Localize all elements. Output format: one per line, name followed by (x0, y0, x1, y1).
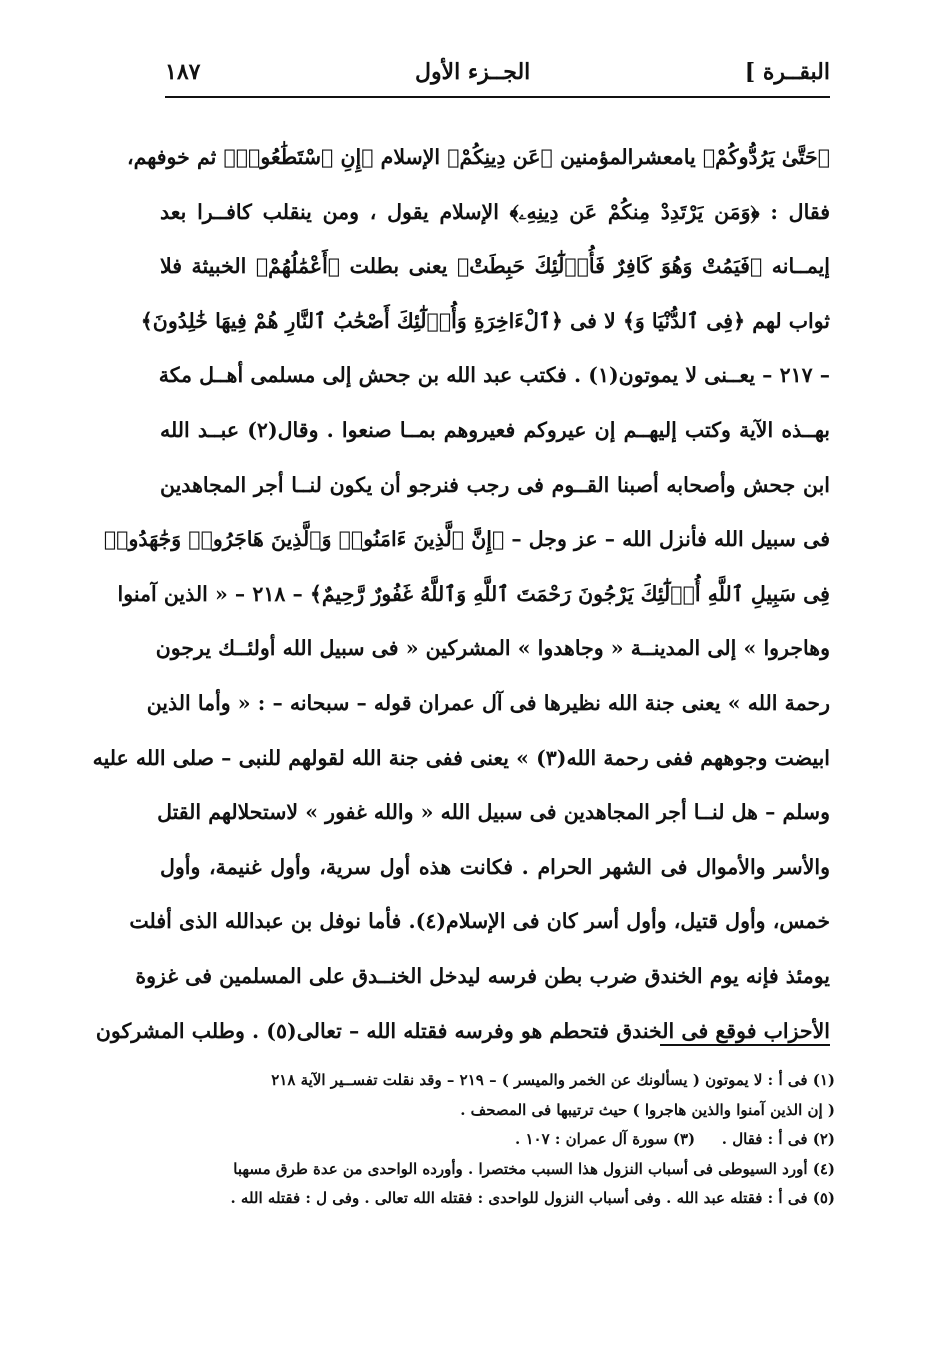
text-line: ثواب لهم ﴿فِى ٱلدُّنْيَا وَ﴾ لا فى ﴿ٱلْءَاخِرَةِ وَأُو۟لَٰٓئِكَ أَصْحَٰبُ ٱلنَّارِ هُمْ فِيهَا خَٰلِدُونَ﴾ (140, 308, 830, 333)
text-line: ﴿حَتَّىٰ يَرُدُّوكُمْ﴾ يامعشرالمؤمنين ﴿عَن دِينِكُمْ﴾ الإسلام ﴿إِنِ ٱسْتَطَٰعُوا۟﴾ ثم خوفهم، (127, 145, 830, 169)
text-line: – ٢١٧ – يعــنى لا يموتون(١) . فكتب عبد الله بن جحش إلى مسلمى أهــل مكة (158, 363, 830, 388)
text-line: إيمــانه ﴿فَيَمُتْ وَهُوَ كَافِرٌ فَأُو۟لَٰٓئِكَ حَبِطَتْ﴾ يعنى بطلت ﴿أَعْمَٰلُهُمْ﴾ الخبيثة فلا (160, 254, 830, 279)
text-line: الأحزاب فوقع فى الخندق فتحطم هو وفرسه فقتله الله – تعالى(٥) . وطلب المشركون (95, 1018, 830, 1043)
footnote-1-line-1: (١) فى أ : لا يموتون ( يسألونك عن الخمر والميسر ) – ٢١٩ – وقد نقلت تفســير الآية ٢١٨ (271, 1071, 835, 1089)
header-divider (165, 96, 830, 98)
text-line: ابن جحش وأصحابه أصبنا القــوم فى رجب فنرجو أن يكون لنــا أجر المجاهدين (160, 472, 830, 497)
footnotes (175, 1066, 835, 1214)
footnote-row-2-3 (175, 1125, 835, 1155)
footnote-5: (٥) فى أ : فقتله عبد الله . وفى أسباب النزول للواحدى : فقتله الله تعالى . وفى ل : فقتله الله . (230, 1189, 835, 1207)
footnote-divider (660, 1044, 830, 1046)
text-line: وسلم – هل لنــا أجر المجاهدين فى سبيل الله « والله غفور » لاستحلالهم القتل (157, 800, 830, 825)
page-number: ١٨٧ (165, 59, 201, 85)
text-line: فقال : ﴿وَمَن يَرْتَدِدْ مِنكُمْ عَن دِينِهِۦ﴾ الإسلام يقول ، ومن ينقلب كافــرا بعد (160, 199, 830, 224)
text-line: فى سبيل الله فأنزل الله – عز وجل – ﴿إِنَّ ٱلَّذِينَ ءَامَنُوا۟ وَٱلَّذِينَ هَاجَرُوا۟ وَجَٰهَدُوا۟ (103, 527, 830, 552)
main-text (92, 130, 830, 1058)
footnote-2: (٢) فى أ : فقال . (721, 1130, 835, 1148)
footnote-4: (٤) أورد السيوطى فى أسباب النزول هذا السبب مختصرا . وأورده الواحدى من عدة طرق مسهبا (233, 1159, 835, 1178)
text-line: خمس، وأول قتيل، وأول أسر كان فى الإسلام(٤). فأما نوفل بن عبدالله الذى أفلت (129, 909, 830, 934)
text-line: فِى سَبِيلِ ٱللَّهِ أُو۟لَٰٓئِكَ يَرْجُونَ رَحْمَتَ ٱللَّهِ وَٱللَّهُ غَفُورٌ رَّحِيمٌ﴾ – ٢١٨ – « الذين آمنوا (117, 581, 830, 606)
part-label: الجــزء الأول (414, 59, 531, 85)
surah-label: البقــرة ] (744, 59, 830, 85)
text-line: ابيضت وجوههم ففى رحمة الله(٣) » يعنى ففى جنة الله لقولهم للنبى – صلى الله عليه (92, 745, 830, 770)
text-line: يومئذ فإنه يوم الخندق ضرب بطن فرسه ليدخل الخنــدق على المسلمين فى غزوة (135, 963, 830, 988)
page-header (165, 52, 830, 92)
text-line: والأسر والأموال فى الشهر الحرام . فكانت هذه أول سرية، وأول غنيمة، وأول (160, 854, 830, 879)
text-line: بهــذه الآية وكتب إليهــم إن عيروكم فعيروهم بمــا صنعوا . وقال(٢) عبــد الله (160, 417, 830, 442)
footnote-1-line-2: ( إن الذين آمنوا والذين هاجروا ) حيث ترتيبها فى المصحف . (460, 1100, 835, 1119)
text-line: رحمة الله » يعنى جنة الله نظيرها فى آل عمران قوله – سبحانه – : « وأما الذين (146, 690, 830, 715)
footnote-3: (٣) سورة آل عمران : ١٠٧ . (515, 1130, 696, 1148)
text-line: وهاجروا » إلى المدينــة « وجاهدوا » المشركين « فى سبيل الله أولئــك يرجون (155, 636, 830, 661)
